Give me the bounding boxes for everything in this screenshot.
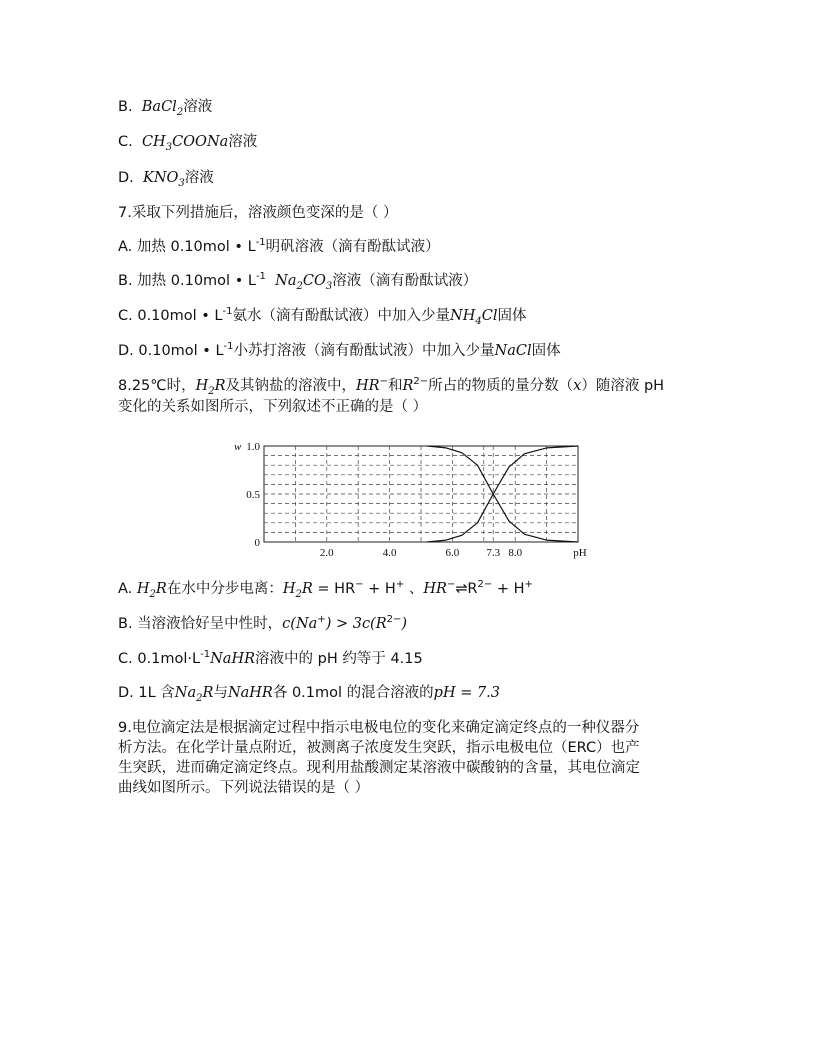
q8-stem-line1: 8.25℃时，$H_2R$及其钠盐的溶液中，HR−和$R^{2-}$所占的物质的量分数（x）随溶液 pH (118, 376, 665, 397)
q7-option-d: D. 0.10mol • $L^{-1}$小苏打溶液（滴有酚酞试液）中加入少量NaCl固体 (118, 341, 561, 359)
x-tick-label: 6.0 (445, 547, 460, 559)
q8-option-a: A. $H_2R$在水中分步电离：$H_2R = HR^- + H^+$ 、$HR^-\rightleftharpoons R^{2-} + H^+$ (118, 579, 533, 600)
q9-line-3: 生突跃，进而确定滴定终点。现利用盐酸测定某溶液中碳酸钠的含量，其电位滴定 (118, 760, 640, 776)
x-axis-label: pH (573, 547, 587, 559)
y-tick-label: 0 (254, 537, 260, 549)
option-b-prev: B. BaCl$_2$溶液 (118, 99, 213, 118)
q8-option-b: B. 当溶液恰好呈中性时，$c(Na^+) > 3c(R^{2-})$ (118, 614, 408, 632)
q9-line-4: 曲线如图所示。下列说法错误的是（ ） (118, 780, 370, 796)
q8-stem-line2: 变化的关系如图所示，下列叙述不正确的是（ ） (118, 399, 428, 415)
q7-option-a: A. 加热 0.10mol • $L^{-1}$明矾溶液（滴有酚酞试液） (118, 237, 440, 255)
option-c-prev: C. $CH_3COONa$溶液 (118, 134, 258, 153)
q8-option-d: D. 1L 含$Na_2R$与NaHR各 0.1mol 的混合溶液的pH = 7.3 (118, 685, 501, 704)
x-tick-label: 4.0 (382, 547, 397, 559)
fraction-vs-ph-chart (228, 430, 598, 560)
q7-option-c: C. 0.10mol • $L^{-1}$氨水（滴有酚酞试液）中加入少量$NH_4Cl$固体 (118, 306, 527, 327)
x-tick-label: 8.0 (508, 547, 523, 559)
q7-stem: 7.采取下列措施后，溶液颜色变深的是（ ） (118, 205, 398, 221)
q9-stem (118, 718, 708, 798)
q9-line-2: 析方法。在化学计量点附近，被测离子浓度发生突跃，指示电极电位（ERC）也产 (118, 740, 640, 756)
q7-option-b: B. 加热 0.10mol • $L^{-1}$ $Na_2CO_3$溶液（滴有酚酞试液） (118, 271, 478, 292)
q8-option-c: C. $0.1mol\cdot L^{-1}NaHR$溶液中的 pH 约等于 4.15 (118, 649, 423, 667)
y-tick-label: 1.0 (246, 441, 260, 453)
option-d-prev: D. $KNO_3$溶液 (118, 170, 214, 189)
y-axis-label: w (234, 441, 242, 453)
y-tick-label: 0.5 (246, 489, 260, 501)
x-tick-label: 7.3 (486, 547, 501, 559)
q9-line-1: 9.电位滴定法是根据滴定过程中指示电极电位的变化来确定滴定终点的一种仪器分 (118, 720, 640, 736)
x-tick-label: 2.0 (319, 547, 334, 559)
